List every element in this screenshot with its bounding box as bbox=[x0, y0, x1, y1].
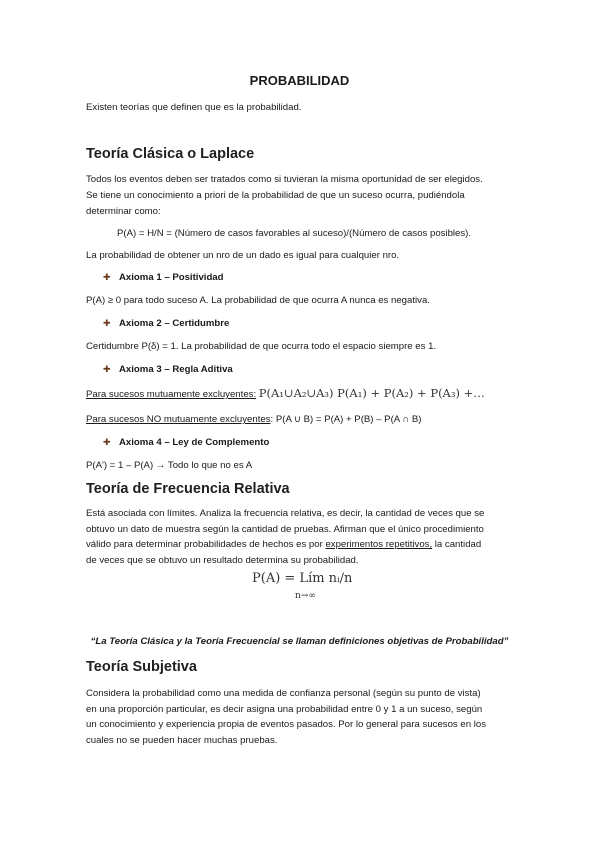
frequency-text-line: obtuvo un dato de muestra según la cantidad de pruebas. Afirman que el único procedimiento bbox=[86, 524, 484, 535]
limit-formula-image: P(A) = Lím nᵢ/n bbox=[252, 571, 353, 586]
axiom-4-item bbox=[103, 435, 269, 451]
heading-frequency: Teoría de Frecuencia Relativa bbox=[86, 481, 290, 497]
non-exclusive-label: Para sucesos NO mutuamente excluyentes bbox=[86, 414, 271, 425]
classic-text-line: Se tiene un conocimiento a priori de la probabilidad de que un suceso ocurra, pudiéndola bbox=[86, 190, 465, 201]
axiom-1-item bbox=[103, 270, 224, 286]
axiom-3-line-1 bbox=[86, 386, 485, 403]
arrow-bullet-icon: ✚ bbox=[103, 437, 111, 447]
page-title: PROBABILIDAD bbox=[249, 73, 350, 88]
axiom-4-title: Axioma 4 – Ley de Complemento bbox=[119, 437, 270, 448]
frequency-text-line: de veces que se obtuvo un resultado determina su probabilidad. bbox=[86, 555, 359, 566]
non-exclusive-formula: : P(A ∪ B) = P(A) + P(B) – P(A ∩ B) bbox=[270, 414, 422, 425]
frequency-text-part: la cantidad bbox=[432, 539, 482, 550]
subjective-text-line: Considera la probabilidad como una medida de confianza personal (según su punto de vista) bbox=[86, 688, 481, 699]
classic-text-line: determinar como: bbox=[86, 206, 161, 217]
axiom-2-item bbox=[103, 316, 229, 332]
dice-text: La probabilidad de obtener un nro de un dado es igual para cualquier nro. bbox=[86, 250, 400, 261]
subjective-text-line: un conocimiento y experiencia propia de eventos pasados. Por lo general para sucesos en los bbox=[86, 719, 486, 730]
subjective-text-line: cuales no se pueden hacer muchas pruebas. bbox=[86, 735, 278, 746]
repetitive-experiments-link: experimentos repetitivos, bbox=[325, 539, 433, 550]
additive-formula-image: P(A₁∪A₂∪A₃) P(A₁) + P(A₂) + P(A₃) +… bbox=[258, 386, 485, 400]
axiom-4-text: P(A') = 1 – P(A) → Todo lo que no es A bbox=[86, 460, 253, 471]
mutually-exclusive-label: Para sucesos mutuamente excluyentes: bbox=[86, 389, 257, 400]
frequency-text-line: Está asociada con límites. Analiza la frecuencia relativa, es decir, la cantidad de veces que se bbox=[86, 508, 485, 519]
limit-formula-subscript: n→∞ bbox=[295, 591, 316, 601]
frequency-text-part: válido para determinar probabilidades de hechos es por bbox=[86, 539, 326, 550]
arrow-bullet-icon: ✚ bbox=[103, 272, 111, 282]
axiom-3-title: Axioma 3 – Regla Aditiva bbox=[119, 364, 233, 375]
arrow-bullet-icon: ✚ bbox=[103, 318, 111, 328]
intro-text: Existen teorías que definen que es la probabilidad. bbox=[86, 102, 302, 113]
axiom-2-title: Axioma 2 – Certidumbre bbox=[119, 318, 230, 329]
objective-definitions-quote: “La Teoría Clásica y la Teoría Frecuencial se llaman definiciones objetivas de Probabilidad” bbox=[90, 636, 509, 647]
classic-text-line: Todos los eventos deben ser tratados como si tuvieran la misma oportunidad de ser elegidos. bbox=[86, 174, 483, 185]
axiom-2-text: Certidumbre P(δ) = 1. La probabilidad de que ocurra todo el espacio siempre es 1. bbox=[86, 341, 437, 352]
heading-classic: Teoría Clásica o Laplace bbox=[86, 146, 255, 162]
arrow-bullet-icon: ✚ bbox=[103, 364, 111, 374]
frequency-text-line bbox=[86, 537, 481, 553]
laplace-formula: P(A) = H/N = (Número de casos favorables al suceso)/(Número de casos posibles). bbox=[117, 228, 472, 239]
axiom-1-text: P(A) ≥ 0 para todo suceso A. La probabilidad de que ocurra A nunca es negativa. bbox=[86, 295, 430, 306]
heading-subjective: Teoría Subjetiva bbox=[86, 659, 197, 675]
axiom-1-title: Axioma 1 – Positividad bbox=[119, 272, 224, 283]
axiom-3-item bbox=[103, 362, 233, 378]
axiom-3-line-2 bbox=[86, 412, 421, 428]
subjective-text-line: en una proporción particular, es decir asigna una probabilidad entre 0 y 1 a un suceso, según bbox=[86, 704, 483, 715]
